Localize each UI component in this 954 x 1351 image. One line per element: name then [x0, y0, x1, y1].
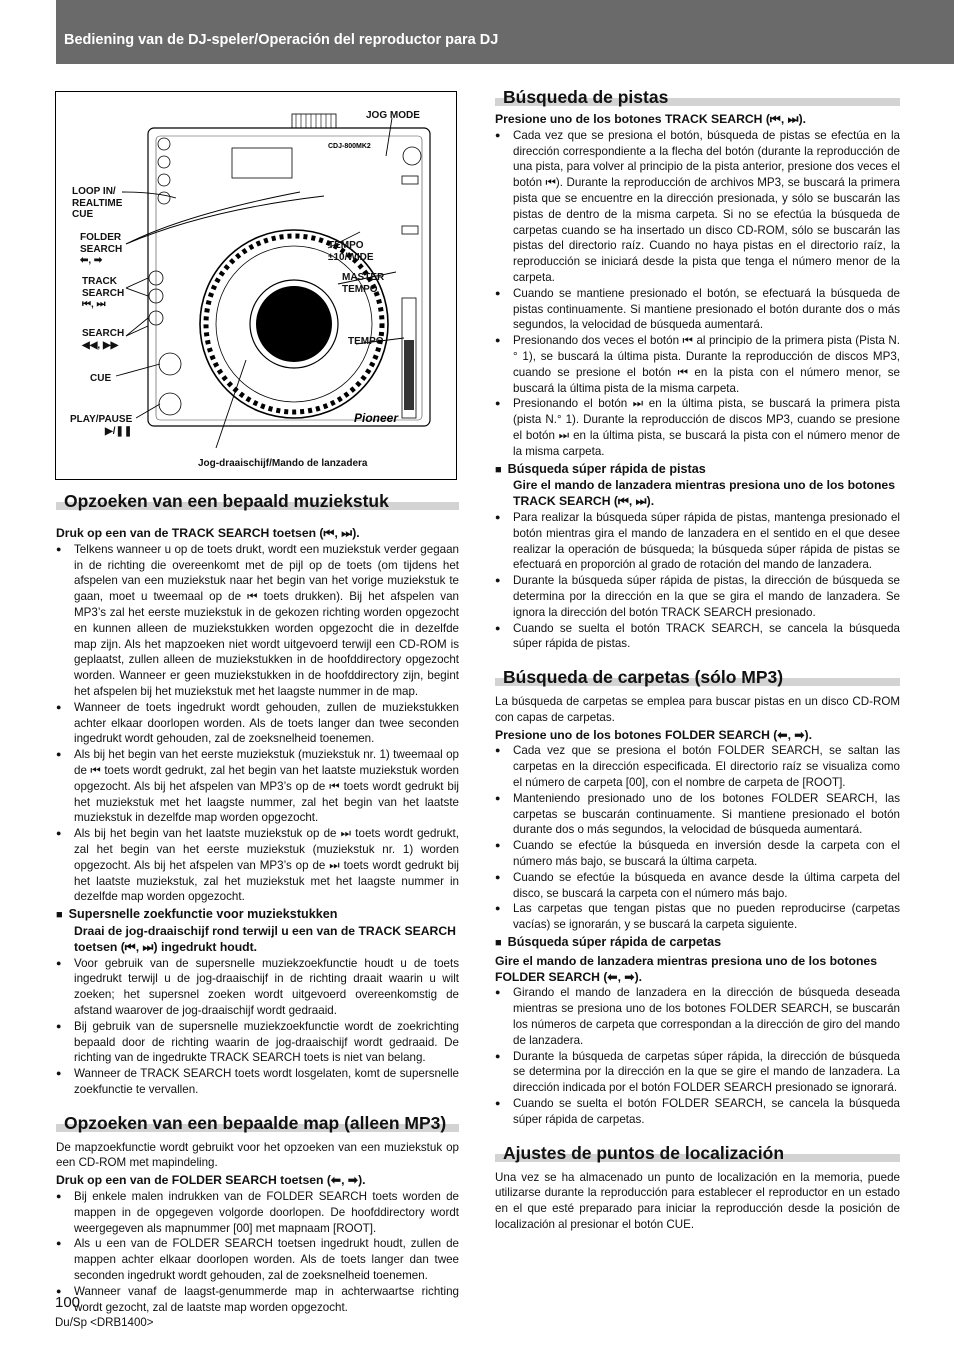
- label-folder-search: FOLDER SEARCH ⬅, ➡: [80, 232, 123, 266]
- bullet: ● Manteniendo presionado uno de los botones FOLDER SEARCH, las carpetas se buscarán continuamente. Si mantiene presionado el botón durante dos o más segundos, la velocidad de búsqueda aumentará.: [495, 791, 900, 837]
- bullet: ● Presionando el botón ⏭ en la última pista, se buscará la primera pista (pista N.° 1). Durante la reproducción de discos MP3, cuando se presione el botón ⏭ en la última pista, se buscará la pista con el número menor de la misma carpeta.: [495, 397, 900, 458]
- bullet: ● Para realizar la búsqueda súper rápida de pistas, mantenga presionado el botón mientras gira el mando de lanzadera en el sentido en el que desee realizar la operación de búsqueda; la búsqueda súper rápida de pistas se efectuará en proporción al grado de rotación del mando de lanzadera.: [495, 510, 900, 572]
- left-column: [56, 490, 459, 1315]
- instruction: Presione uno de los botones TRACK SEARCH (⏮, ⏭).: [495, 112, 807, 126]
- label-tempo-wide: TEMPO ±10/WIDE: [328, 240, 374, 263]
- instruction: Gire el mando de lanzadera mientras presiona uno de los botones FOLDER SEARCH (⬅, ➡).: [495, 953, 877, 984]
- bullet: ● Voor gebruik van de supersnelle muziekzoekfunctie houdt u de toets ingedrukt terwijl u de jog-draaischijf in de richting draait waarin u wilt zoeken; het supersnel zoeken wordt uitgevoerd overeenkomstig de afstand waarover de jog-draaischijf wordt gedraaid.: [56, 956, 459, 1017]
- bullet: ● Bij gebruik van de supersnelle muziekzoekfunctie wordt de zoekrichting bepaald door de richting waarin de jog-draaischijf wordt gedraaid. De richting van de ingedrukte TRACK SEARCH toets is niet van belang.: [56, 1019, 459, 1065]
- bullet: ● Girando el mando de lanzadera en la dirección de búsqueda deseada mientras se presiona uno de los botones FOLDER SEARCH, se buscarán los números de carpeta que correspondan a la dirección de giro del mando de lanzadera.: [495, 986, 900, 1047]
- label-loop: LOOP IN/ REALTIME CUE: [72, 186, 123, 220]
- instruction: Gire el mando de lanzadera mientras presiona uno de los botones TRACK SEARCH (⏮, ⏭).: [513, 478, 895, 509]
- instruction: Druk op een van de FOLDER SEARCH toetsen (⬅, ➡).: [56, 1173, 366, 1188]
- bullet: ● Presionando dos veces el botón ⏮ al principio de la primera pista (Pista N.° 1), se buscará la última pista. Durante la reproducción de discos MP3, cuando se presione el botón ⏮ en la pista con el número menor, se buscará la última pista de la misma carpeta.: [495, 334, 900, 395]
- bullet: ● Cuando se suelta el botón FOLDER SEARCH, se cancela la búsqueda súper rápida de carpetas.: [495, 1097, 900, 1126]
- device-illustration: [55, 91, 457, 480]
- label-jog-mode: JOG MODE: [366, 110, 420, 121]
- brand-text: Pioneer: [354, 411, 399, 425]
- bullet: ● Cuando se suelta el botón TRACK SEARCH, se cancela la búsqueda súper rápida de pistas.: [495, 621, 900, 651]
- intro: La búsqueda de carpetas se emplea para buscar pistas en un disco CD-ROM con capas de carpetas.: [495, 695, 900, 724]
- bullet: ● Bij enkele malen indrukken van de FOLDER SEARCH toets worden de mappen in de opgegeven volgorde doorlopen. De hoofddirectory wordt weergegeven als mapnummer [00] met mapnaam [ROOT].: [56, 1190, 459, 1235]
- model-text: CDJ-800MK2: [328, 143, 371, 150]
- bullet: ● Cuando se mantiene presionado el botón, se efectuará la búsqueda de pistas continuamente. Si mantiene presionado el botón durante dos o más segundos, la velocidad de búsqueda aumentará.: [495, 286, 900, 332]
- section-title: Ajustes de puntos de localización: [495, 1142, 900, 1164]
- body-text: Una vez se ha almacenado un punto de localización en la memoria, puede utilizarse durante la reproducción para establecer el reproductor en un estado en el que esté preparado para iniciar la reproducción desde la posición de localización al presionar el botón CUE.: [495, 1170, 900, 1231]
- instruction: Presione uno de los botones FOLDER SEARCH (⬅, ➡).: [495, 727, 813, 742]
- subsection-title: ■ Búsqueda súper rápida de carpetas: [495, 935, 900, 952]
- instruction: Druk op een van de TRACK SEARCH toetsen (⏮, ⏭).: [56, 526, 360, 540]
- bullet: ● Als bij het begin van het eerste muziekstuk (muziekstuk nr. 1) tweemaal op de ⏮ toets wordt gedrukt, zal het begin van het laatste muziekstuk worden opgezocht. Als bij het afspelen van MP3’s op de ⏮ toets wordt gedrukt bij het muziekstuk met het laagste nummer, zal het begin van het laatste muziekstuk in dezelfde map worden opgezocht.: [56, 748, 459, 825]
- label-master-tempo: MASTER TEMPO: [342, 272, 385, 295]
- bullet: ● Wanneer de toets ingedrukt wordt gehouden, zullen de muziekstukken achter elkaar doorlopen worden. Als de toets langer dan twee seconden ingedrukt wordt gehouden, zal de zoeksnelheid toenemen.: [56, 700, 459, 746]
- intro: De mapzoekfunctie wordt gebruikt voor het opzoeken van een muziekstuk op een CD-ROM met mapindeling.: [56, 1140, 459, 1170]
- bullet: ● Durante la búsqueda súper rápida de pistas, la dirección de búsqueda se determina por la dirección en la que se gira el mando de lanzadera. Se ignora la dirección del botón TRACK SEARCH presionado.: [495, 574, 900, 619]
- right-column: [495, 86, 900, 1233]
- section-title: Búsqueda de carpetas (sólo MP3): [495, 666, 900, 688]
- bullet: ● Cuando se efectúe la búsqueda en avance desde la última carpeta del disco, se buscará la carpeta con el número más bajo.: [495, 870, 900, 900]
- label-track-search: TRACK SEARCH ⏮, ⏭: [82, 276, 125, 310]
- section-title: Opzoeken van een bepaald muziekstuk: [56, 490, 459, 512]
- bullet: ● Wanneer vanaf de laagst-genummerde map in achterwaartse richting wordt gezocht, zal de laatste map worden opgezocht.: [56, 1284, 459, 1314]
- bullet: ● Cada vez que se presiona el botón FOLDER SEARCH, se saltan las carpetas en la dirección especificada. El directorio raíz se visualiza como el número de carpeta [00], con el nombre de carpeta de [ROOT].: [495, 744, 900, 790]
- header-bar: [56, 0, 954, 64]
- bullet: ● Las carpetas que tengan pistas que no pueden reproducirse (carpetas vacías) se ignorarán, y se buscará la carpeta siguiente.: [495, 902, 900, 932]
- bullet: ● Wanneer de TRACK SEARCH toets wordt losgelaten, komt de supersnelle zoekfunctie te vervallen.: [56, 1067, 459, 1096]
- label-search: SEARCH ◀◀, ▶▶: [82, 328, 125, 351]
- label-play-pause: PLAY/PAUSE ▶/❚❚: [70, 414, 133, 437]
- subsection-title: ■ Supersnelle zoekfunctie voor muziekstukken: [56, 907, 459, 924]
- bullet: ● Telkens wanneer u op de toets drukt, wordt een muziekstuk verder gegaan in de richting die overeenkomt met de pijl op de toets (om tijdens het afspelen van een muziekstuk naar het begin van het vorige muziekstuk te gaan, moet u tweemaal op de ⏮ toets drukken). Bij het afspelen van MP3’s zal het eerste muziekstuk in de gekozen richting worden opgezocht en kunnen alleen de muziekstukken worden opgezocht die in dezelfde map zijn. Als het mapzoeken niet wordt uitgevoerd terwijl een CD-ROM is geplaatst, zullen alleen de muziekstukken in de hoofddirectory opgezocht worden. Wanneer er geen muziekstukken in de hoofddirectory zijn, begint het afspelen bij het muziekstuk met het laagste nummer in de map.: [56, 542, 459, 698]
- label-tempo: TEMPO: [348, 336, 384, 347]
- subsection-title: ■ Búsqueda súper rápida de pistas: [495, 462, 900, 479]
- bullet: ● Als u een van de FOLDER SEARCH toetsen ingedrukt houdt, zullen de mappen achter elkaar doorlopen worden. Als de toets langer dan twee seconden ingedrukt wordt gehouden, zal de zoeksnelheid toenemen.: [56, 1237, 459, 1283]
- bullet: ● Cada vez que se presiona el botón, búsqueda de pistas se efectúa en la dirección correspondiente a la flecha del botón (durante la reproducción de una pista, para volver al principio de la pista anterior, presione dos veces el botón ⏮). Durante la reproducción de archivos MP3, se buscará la primera pista que se encuentre en la dirección presionada, y sólo se buscarán las pistas de dentro de la misma carpeta. Si no se efectúa la búsqueda de carpetas cuando se ha insertado un disco CD-ROM, sólo se buscarán las pistas del directorio raíz. Cuando no haya pistas en el directorio raíz, la reproducción se iniciará desde la pista que tenga el número menor de la carpeta.: [495, 128, 900, 284]
- document-code: Du/Sp <DRB1400>: [55, 1317, 154, 1329]
- instruction: Draai de jog-draaischijf rond terwijl u een van de TRACK SEARCH toetsen (⏮, ⏭) ingedrukt houdt.: [74, 923, 456, 954]
- section-title: Búsqueda de pistas: [495, 86, 900, 108]
- section-title: Opzoeken van een bepaalde map (alleen MP3): [56, 1112, 459, 1134]
- page-number: 100: [55, 1294, 81, 1311]
- bullet: ● Cuando se efectúe la búsqueda en inversión desde la carpeta con el número más bajo, se buscará la última carpeta.: [495, 839, 900, 869]
- label-cue: CUE: [90, 373, 112, 384]
- header-title: Bediening van de DJ-speler/Operación del reproductor para DJ: [64, 32, 499, 48]
- bullet: ● Durante la búsqueda de carpetas súper rápida, la dirección de búsqueda se determina por la dirección en la que se gire el mando de lanzadera. La dirección indicada por el botón FOLDER SEARCH presionado se ignorará.: [495, 1049, 900, 1095]
- label-jog-dial: Jog-draaischijf/Mando de lanzadera: [198, 458, 368, 469]
- bullet: ● Als bij het begin van het laatste muziekstuk op de ⏭ toets wordt gedrukt, zal het begin van het eerste muziekstuk (muziekstuk nr. 1) worden opgezocht. Als bij het afspelen van MP3’s op de ⏭ toets wordt gedrukt bij het laatste muziekstuk, zal het muziekstuk met het laagste nummer in dezelfde map worden opgezocht.: [56, 827, 459, 904]
